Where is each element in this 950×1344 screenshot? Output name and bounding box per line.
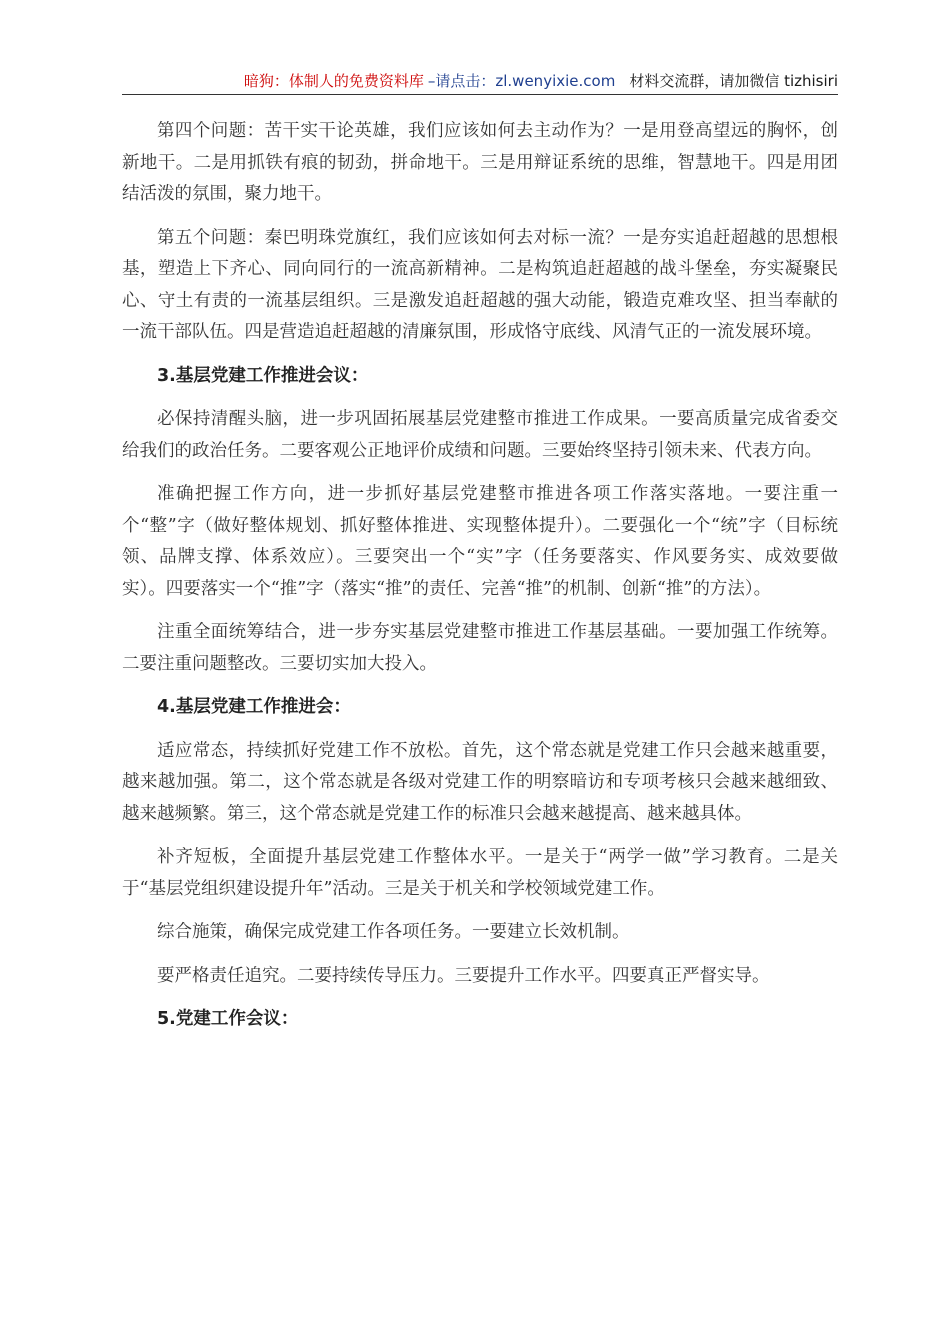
- section-3-paragraph: 注重全面统筹结合，进一步夯实基层党建整市推进工作基层基础。一要加强工作统筹。二要注重问题整改。三要切实加大投入。: [122, 622, 838, 674]
- section-4-paragraph: 综合施策，确保完成党建工作各项任务。一要建立长效机制。: [157, 922, 630, 942]
- header-brand: 暗狗：体制人的免费资料库: [243, 72, 424, 90]
- section-4-paragraph: 要严格责任追究。二要持续传导压力。三要提升工作水平。四要真正严督实导。: [157, 965, 770, 986]
- paragraph-question-four: 第四个问题：苦干实干论英雄，我们应该如何去主动作为？一是用登高望远的胸怀，创新地干。二是用抓铁有痕的韧劲，拼命地干。三是用辩证系统的思维，智慧地干。四是用团结活泼的氛围，聚力地干。: [122, 121, 838, 204]
- header-contact: 材料交流群，请加微信 tizhisiri: [629, 72, 838, 90]
- paragraph-question-five: 第五个问题：秦巴明珠党旗红，我们应该如何去对标一流？一是夯实追赶超越的思想根基，塑造上下齐心、同向同行的一流高新精神。二是构筑追赶超越的战斗堡垒，夯实凝聚民心、守土有责的一流基层组织。三是激发追赶超越的强大动能，锻造克难攻坚、担当奉献的一流干部队伍。四是营造追赶超越的清廉氛围，形成恪守底线、风清气正的一流发展环境。: [122, 227, 838, 342]
- section-3-title: 基层党建工作推进会议：: [175, 365, 369, 386]
- header-link-url[interactable]: zl.wenyixie.com: [495, 72, 616, 90]
- section-4-title: 基层党建工作推进会：: [175, 697, 351, 717]
- section-4-paragraph: 补齐短板，全面提升基层党建工作整体水平。一是关于“两学一做”学习教育。二是关于“基层党组织建设提升年”活动。三是关于机关和学校领域党建工作。: [122, 847, 838, 899]
- section-3-paragraph: 准确把握工作方向，进一步抓好基层党建整市推进各项工作落实落地。一要注重一个“整”字（做好整体规划、抓好整体推进、实现整体提升）。二要强化一个“统”字（目标统领、品牌支撑、体系效应）。三要突出一个“实”字（任务要落实、作风要务实、成效要做实）。四要落实一个“推”字（落实“推”的责任、完善“推”的机制、创新“推”的方法）。: [122, 484, 838, 599]
- header-link[interactable]: [428, 72, 615, 90]
- header-link-prefix: –请点击：: [427, 72, 496, 90]
- section-3-number: 3.: [157, 365, 176, 386]
- section-4-heading: [122, 692, 838, 724]
- document-body: [122, 116, 838, 1048]
- section-5-number: 5.: [157, 1009, 176, 1029]
- section-4-number: 4.: [157, 697, 176, 717]
- page-header: [122, 68, 838, 95]
- section-5-title: 党建工作会议：: [175, 1009, 299, 1029]
- section-4-paragraph: 适应常态，持续抓好党建工作不放松。首先，这个常态就是党建工作只会越来越重要，越来越加强。第二，这个常态就是各级对党建工作的明察暗访和专项考核只会越来越细致、越来越频繁。第三，这个常态就是党建工作的标准只会越来越提高、越来越具体。: [122, 740, 838, 824]
- section-5-heading: [122, 1004, 838, 1036]
- section-3-heading: [122, 361, 838, 393]
- section-3-paragraph: 必保持清醒头脑，进一步巩固拓展基层党建整市推进工作成果。一要高质量完成省委交给我们的政治任务。二要客观公正地评价成绩和问题。三要始终坚持引领未来、代表方向。: [122, 409, 838, 461]
